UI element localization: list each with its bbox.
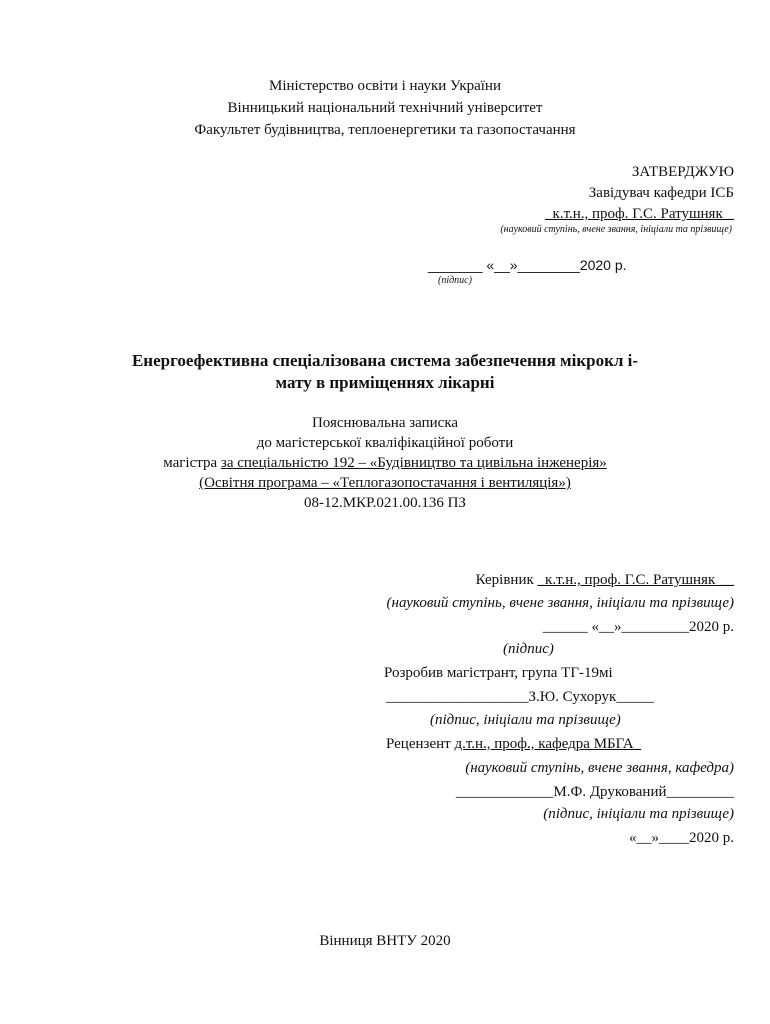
reviewer-caption: (науковий ступінь, вчене звання, кафедра) (465, 760, 734, 776)
approver-position: Завідувач кафедри ІСБ (588, 185, 734, 201)
supervisor-label: Керівник (475, 572, 538, 588)
description-line-3 (0, 454, 770, 472)
approver-name-caption: (науковий ступінь, вчене звання, ініціали та прізвище) (500, 224, 732, 235)
supervisor-date-line: ______ «__»_________2020 р. (542, 619, 734, 635)
reviewer-value: д.т.н., проф., кафедра МБГА_ (454, 736, 642, 752)
developer-caption: (підпис, ініціали та прізвище) (430, 712, 621, 728)
approve-heading: ЗАТВЕРДЖУЮ (631, 164, 734, 180)
supervisor-signature-caption: (підпис) (503, 641, 554, 657)
document-code: 08-12.МКР.021.00.136 ПЗ (304, 495, 466, 511)
developer-signature-line: ___________________З.Ю. Сухорук_____ (386, 689, 654, 705)
approval-signature-caption: (підпис) (438, 275, 472, 286)
reviewer-signature-line: _____________М.Ф. Друкований_________ (455, 784, 734, 800)
approver-name: _к.т.н., проф. Г.С. Ратушняк _ (545, 206, 734, 222)
university-line: Вінницький національний технічний університет (227, 100, 543, 116)
reviewer-date-line: «__»____2020 р. (629, 830, 734, 846)
reviewer-label: Рецензент (386, 736, 455, 752)
specialty: за спеціальністю 192 – «Будівництво та цивільна інженерія» (220, 455, 607, 471)
supervisor-line (476, 571, 734, 589)
approval-date-line: _______ «__»________2020 р. (428, 257, 627, 273)
ministry-line: Міністерство освіти і науки України (268, 78, 501, 94)
education-program: (Освітня програма – «Теплогазопостачання і вентиляція») (199, 475, 571, 491)
supervisor-caption: (науковий ступінь, вчене звання, ініціали та прізвище) (386, 595, 734, 611)
reviewer-line (386, 735, 641, 753)
developer-label: Розробив магістрант, група ТГ-19мі (384, 665, 613, 681)
city-year: Вінниця ВНТУ 2020 (319, 933, 451, 949)
reviewer-caption-2: (підпис, ініціали та прізвище) (543, 806, 734, 822)
description-line-2: до магістерської кваліфікаційної роботи (256, 435, 514, 451)
faculty-line: Факультет будівництва, теплоенергетики та газопостачання (194, 122, 576, 138)
degree-prefix: магістра (163, 455, 221, 471)
thesis-title-line-2: мату в приміщеннях лікарні (275, 373, 495, 392)
supervisor-value: _к.т.н., проф. Г.С. Ратушняк __ (537, 572, 734, 588)
thesis-title-line-1: Енергоефективна спеціалізована система забезпечення мікрокл і- (131, 351, 639, 370)
description-line-1: Пояснювальна записка (311, 415, 459, 431)
